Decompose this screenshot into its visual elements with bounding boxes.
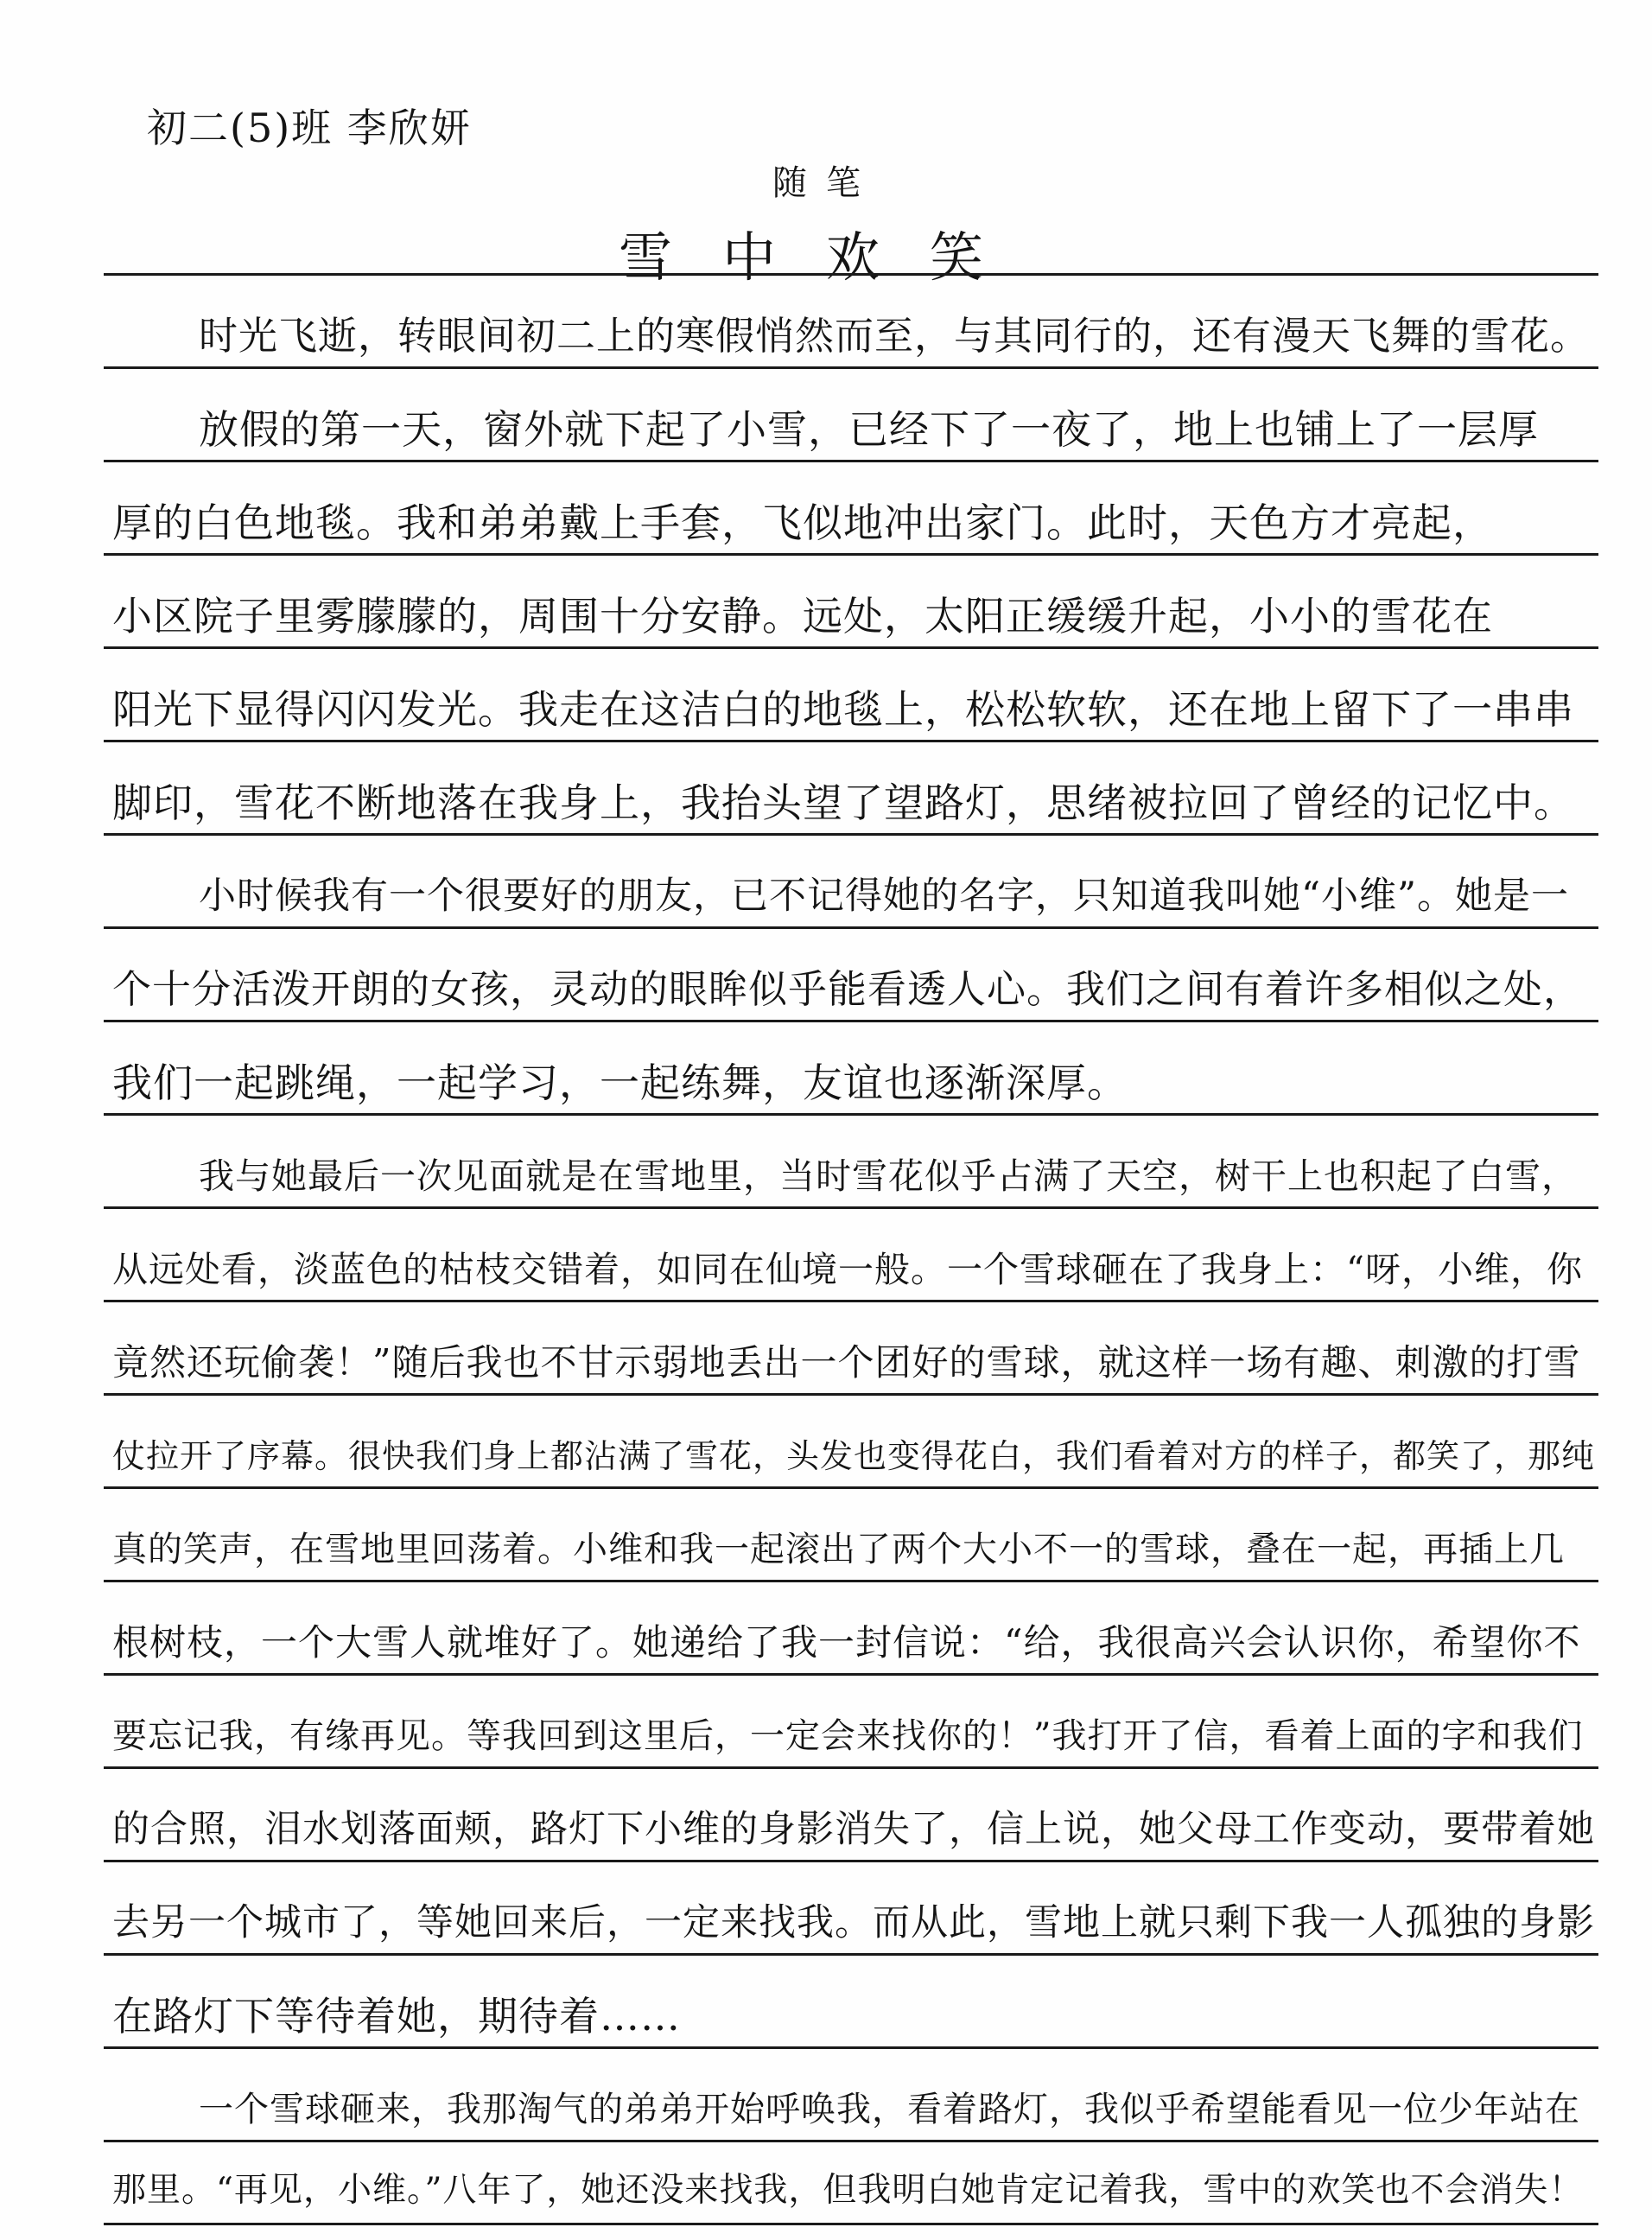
essay-line: 一个雪球砸来，我那淘气的弟弟开始呼唤我，看着路灯，我似乎希望能看见一位少年站在 xyxy=(199,2090,1580,2129)
author-class-label: 初二(5)班 李欣妍 xyxy=(147,105,472,151)
essay-line: 去另一个城市了，等她回来后，一定来找我。而从此，雪地上就只剩下我一人孤独的身影 xyxy=(112,1901,1595,1944)
essay-line: 阳光下显得闪闪发光。我走在这洁白的地毯上，松松软软，还在地上留下了一串串 xyxy=(112,686,1574,733)
ruled-line xyxy=(104,1953,1598,1956)
ruled-line xyxy=(104,2140,1598,2142)
essay-line: 从远处看，淡蓝色的枯枝交错着，如同在仙境一般。一个雪球砸在了我身上：“呀，小维，你 xyxy=(112,1249,1583,1290)
ruled-line xyxy=(104,1300,1598,1302)
essay-line: 我与她最后一次见面就是在雪地里，当时雪花似乎占满了天空，树干上也积起了白雪， xyxy=(199,1155,1578,1197)
ruled-line xyxy=(104,646,1598,649)
ruled-line xyxy=(104,740,1598,742)
essay-line: 放假的第一天，窗外就下起了小雪，已经下了一夜了，地上也铺上了一层厚 xyxy=(199,406,1539,453)
essay-line: 小时候我有一个很要好的朋友，已不记得她的名字，只知道我叫她“小维”。她是一 xyxy=(199,875,1569,918)
essay-line: 时光飞逝，转眼间初二上的寒假悄然而至，与其同行的，还有漫天飞舞的雪花。 xyxy=(199,313,1591,359)
ruled-line xyxy=(104,1580,1598,1582)
essay-line: 在路灯下等待着她，期待着…… xyxy=(112,1993,681,2040)
essay-line: 的合照，泪水划落面颊，路灯下小维的身影消失了，信上说，她父母工作变动，要带着她 xyxy=(112,1808,1595,1851)
ruled-line xyxy=(104,833,1598,836)
essay-line: 厚的白色地毯。我和弟弟戴上手套，飞似地冲出家门。此时，天色方才亮起， xyxy=(112,500,1493,546)
ruled-line xyxy=(104,553,1598,556)
essay-line: 根树枝，一个大雪人就堆好了。她递给了我一封信说：“给，我很高兴会认识你，希望你不 xyxy=(112,1621,1581,1664)
essay-line: 小区院子里雾朦朦的，周围十分安静。远处，太阳正缓缓升起，小小的雪花在 xyxy=(112,593,1493,640)
ruled-line xyxy=(104,926,1598,929)
ruled-line xyxy=(104,1393,1598,1396)
essay-line: 要忘记我，有缘再见。等我回到这里后，一定会来找你的！”我打开了信，看着上面的字和我们 xyxy=(112,1716,1584,1756)
ruled-line xyxy=(104,1486,1598,1489)
ruled-line xyxy=(104,273,1598,276)
ruled-line xyxy=(104,1020,1598,1022)
ruled-line xyxy=(104,1766,1598,1769)
ruled-line xyxy=(104,2046,1598,2049)
essay-line: 那里。“再见，小维。”八年了，她还没来找我，但我明白她肯定记着我，雪中的欢笑也不会消失！ xyxy=(112,2171,1584,2210)
genre-label: 随笔 xyxy=(772,163,880,203)
ruled-line xyxy=(104,1673,1598,1676)
essay-line: 脚印，雪花不断地落在我身上，我抬头望了望路灯，思绪被拉回了曾经的记忆中。 xyxy=(112,780,1574,826)
essay-line: 个十分活泼开朗的女孩，灵动的眼眸似乎能看透人心。我们之间有着许多相似之处， xyxy=(112,966,1584,1012)
ruled-line xyxy=(104,460,1598,462)
essay-line: 仗拉开了序幕。很快我们身上都沾满了雪花，头发也变得花白，我们看着对方的样子，都笑了，那纯 xyxy=(112,1437,1596,1475)
ruled-line xyxy=(104,1206,1598,1209)
essay-line: 真的笑声，在雪地里回荡着。小维和我一起滚出了两个大小不一的雪球，叠在一起，再插上几 xyxy=(112,1530,1565,1569)
ruled-line xyxy=(104,1860,1598,1862)
essay-title: 雪中欢笑 xyxy=(618,226,1033,289)
ruled-line xyxy=(104,2223,1598,2225)
essay-line: 竟然还玩偷袭！”随后我也不甘示弱地丢出一个团好的雪球，就这样一场有趣、刺激的打雪 xyxy=(112,1341,1581,1384)
ruled-line xyxy=(104,366,1598,369)
ruled-line xyxy=(104,1113,1598,1116)
essay-line: 我们一起跳绳，一起学习，一起练舞，友谊也逐渐深厚。 xyxy=(112,1060,1128,1106)
